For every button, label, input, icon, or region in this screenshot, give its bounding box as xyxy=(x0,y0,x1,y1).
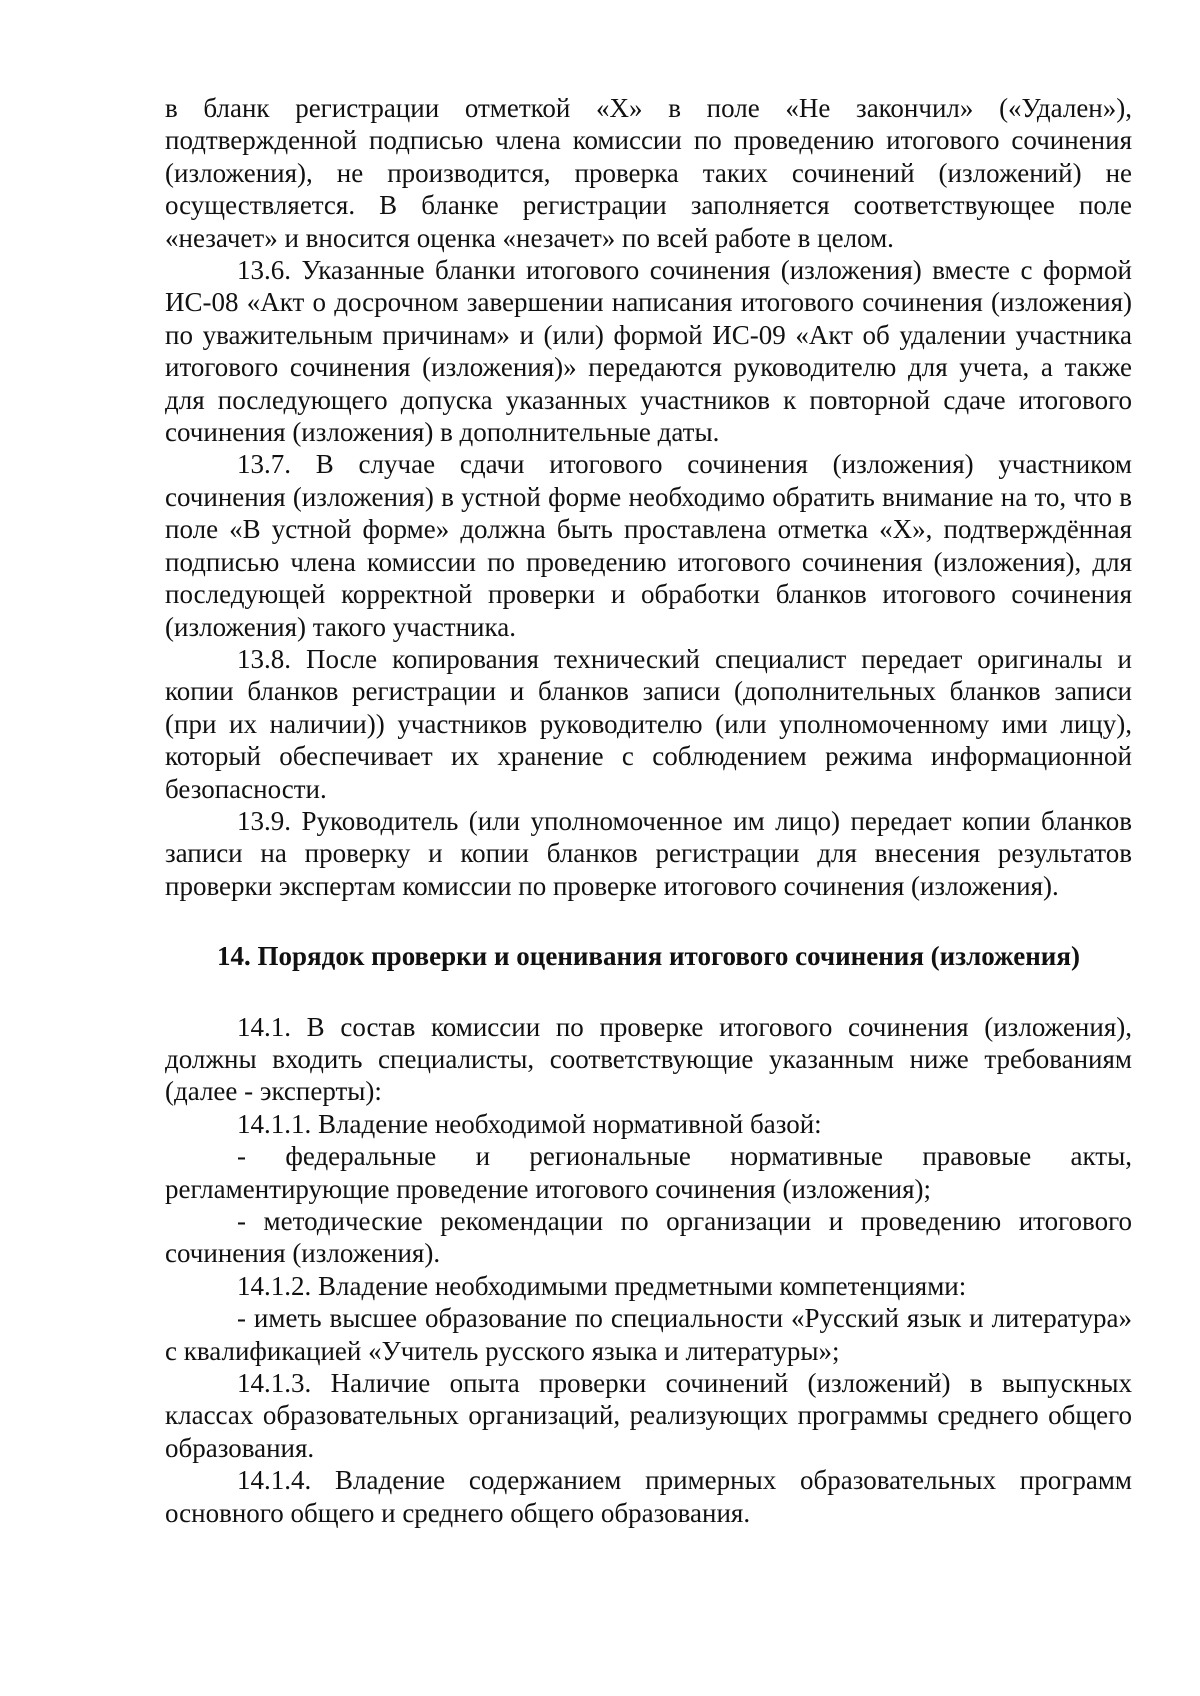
list-item-federal-acts: - федеральные и региональные нормативные правовые акты, регламентирующие проведение итогового сочинения (изложения); xyxy=(165,1141,1132,1204)
section-14-heading: 14. Порядок проверки и оценивания итогового сочинения (изложения) xyxy=(217,941,1080,972)
paragraph-13-7: 13.7. В случае сдачи итогового сочинения (изложения) участником сочинения (изложения) в устной форме необходимо обратить внимание на то, что в поле «В устной форме» должна быть проставлена отметка «Х», подтверждённая подписью члена комиссии по проведению итогового сочинения (изложения), для последующей корректной проверки и обработки бланков итогового сочинения (изложения) такого участника. xyxy=(165,449,1132,642)
paragraph-14-1-3: 14.1.3. Наличие опыта проверки сочинений (изложений) в выпускных классах образовательных организаций, реализующих программы среднего общего образования. xyxy=(165,1368,1132,1463)
paragraph-13-8: 13.8. После копирования технический специалист передает оригиналы и копии бланков регистрации и бланков записи (дополнительных бланков записи (при их наличии)) участников руководителю (или уполномоченному ими лицу), который обеспечивает их хранение с соблюдением режима информационной безопасности. xyxy=(165,643,1132,804)
list-item-methodical-recommendations: - методические рекомендации по организации и проведению итогового сочинения (изложения). xyxy=(165,1206,1132,1269)
paragraph-13-6: 13.6. Указанные бланки итогового сочинения (изложения) вместе с формой ИС-08 «Акт о досрочном завершении написания итогового сочинения (изложения) по уважительным причинам» и (или) формой ИС-09 «Акт об удалении участника итогового сочинения (изложения)» передаются руководителю для учета, а также для последующего допуска указанных участников к повторной сдаче итогового сочинения (изложения) в дополнительные даты. xyxy=(165,255,1132,448)
paragraph-13-5-continuation: в бланк регистрации отметкой «Х» в поле «Не закончил» («Удален»), подтвержденной подписью члена комиссии по проведению итогового сочинения (изложения), не производится, проверка таких сочинений (изложений) не осуществляется. В бланке регистрации заполняется соответствующее поле «незачет» и вносится оценка «незачет» по всей работе в целом. xyxy=(165,93,1132,253)
document-page xyxy=(165,92,1132,1529)
paragraph-14-1-4: 14.1.4. Владение содержанием примерных образовательных программ основного общего и среднего общего образования. xyxy=(165,1465,1132,1528)
list-item-higher-education: - иметь высшее образование по специальности «Русский язык и литература» с квалификацией «Учитель русского языка и литературы»; xyxy=(165,1303,1132,1366)
paragraph-14-1: 14.1. В состав комиссии по проверке итогового сочинения (изложения), должны входить специалисты, соответствующие указанным ниже требованиям (далее - эксперты): xyxy=(165,1011,1132,1107)
paragraph-14-1-2: 14.1.2. Владение необходимыми предметными компетенциями: xyxy=(237,1270,967,1301)
paragraph-13-9: 13.9. Руководитель (или уполномоченное им лицо) передает копии бланков записи на проверку и копии бланков регистрации для внесения результатов проверки экспертам комиссии по проверке итогового сочинения (изложения). xyxy=(165,805,1132,901)
paragraph-14-1-1: 14.1.1. Владение необходимой нормативной базой: xyxy=(237,1108,822,1139)
